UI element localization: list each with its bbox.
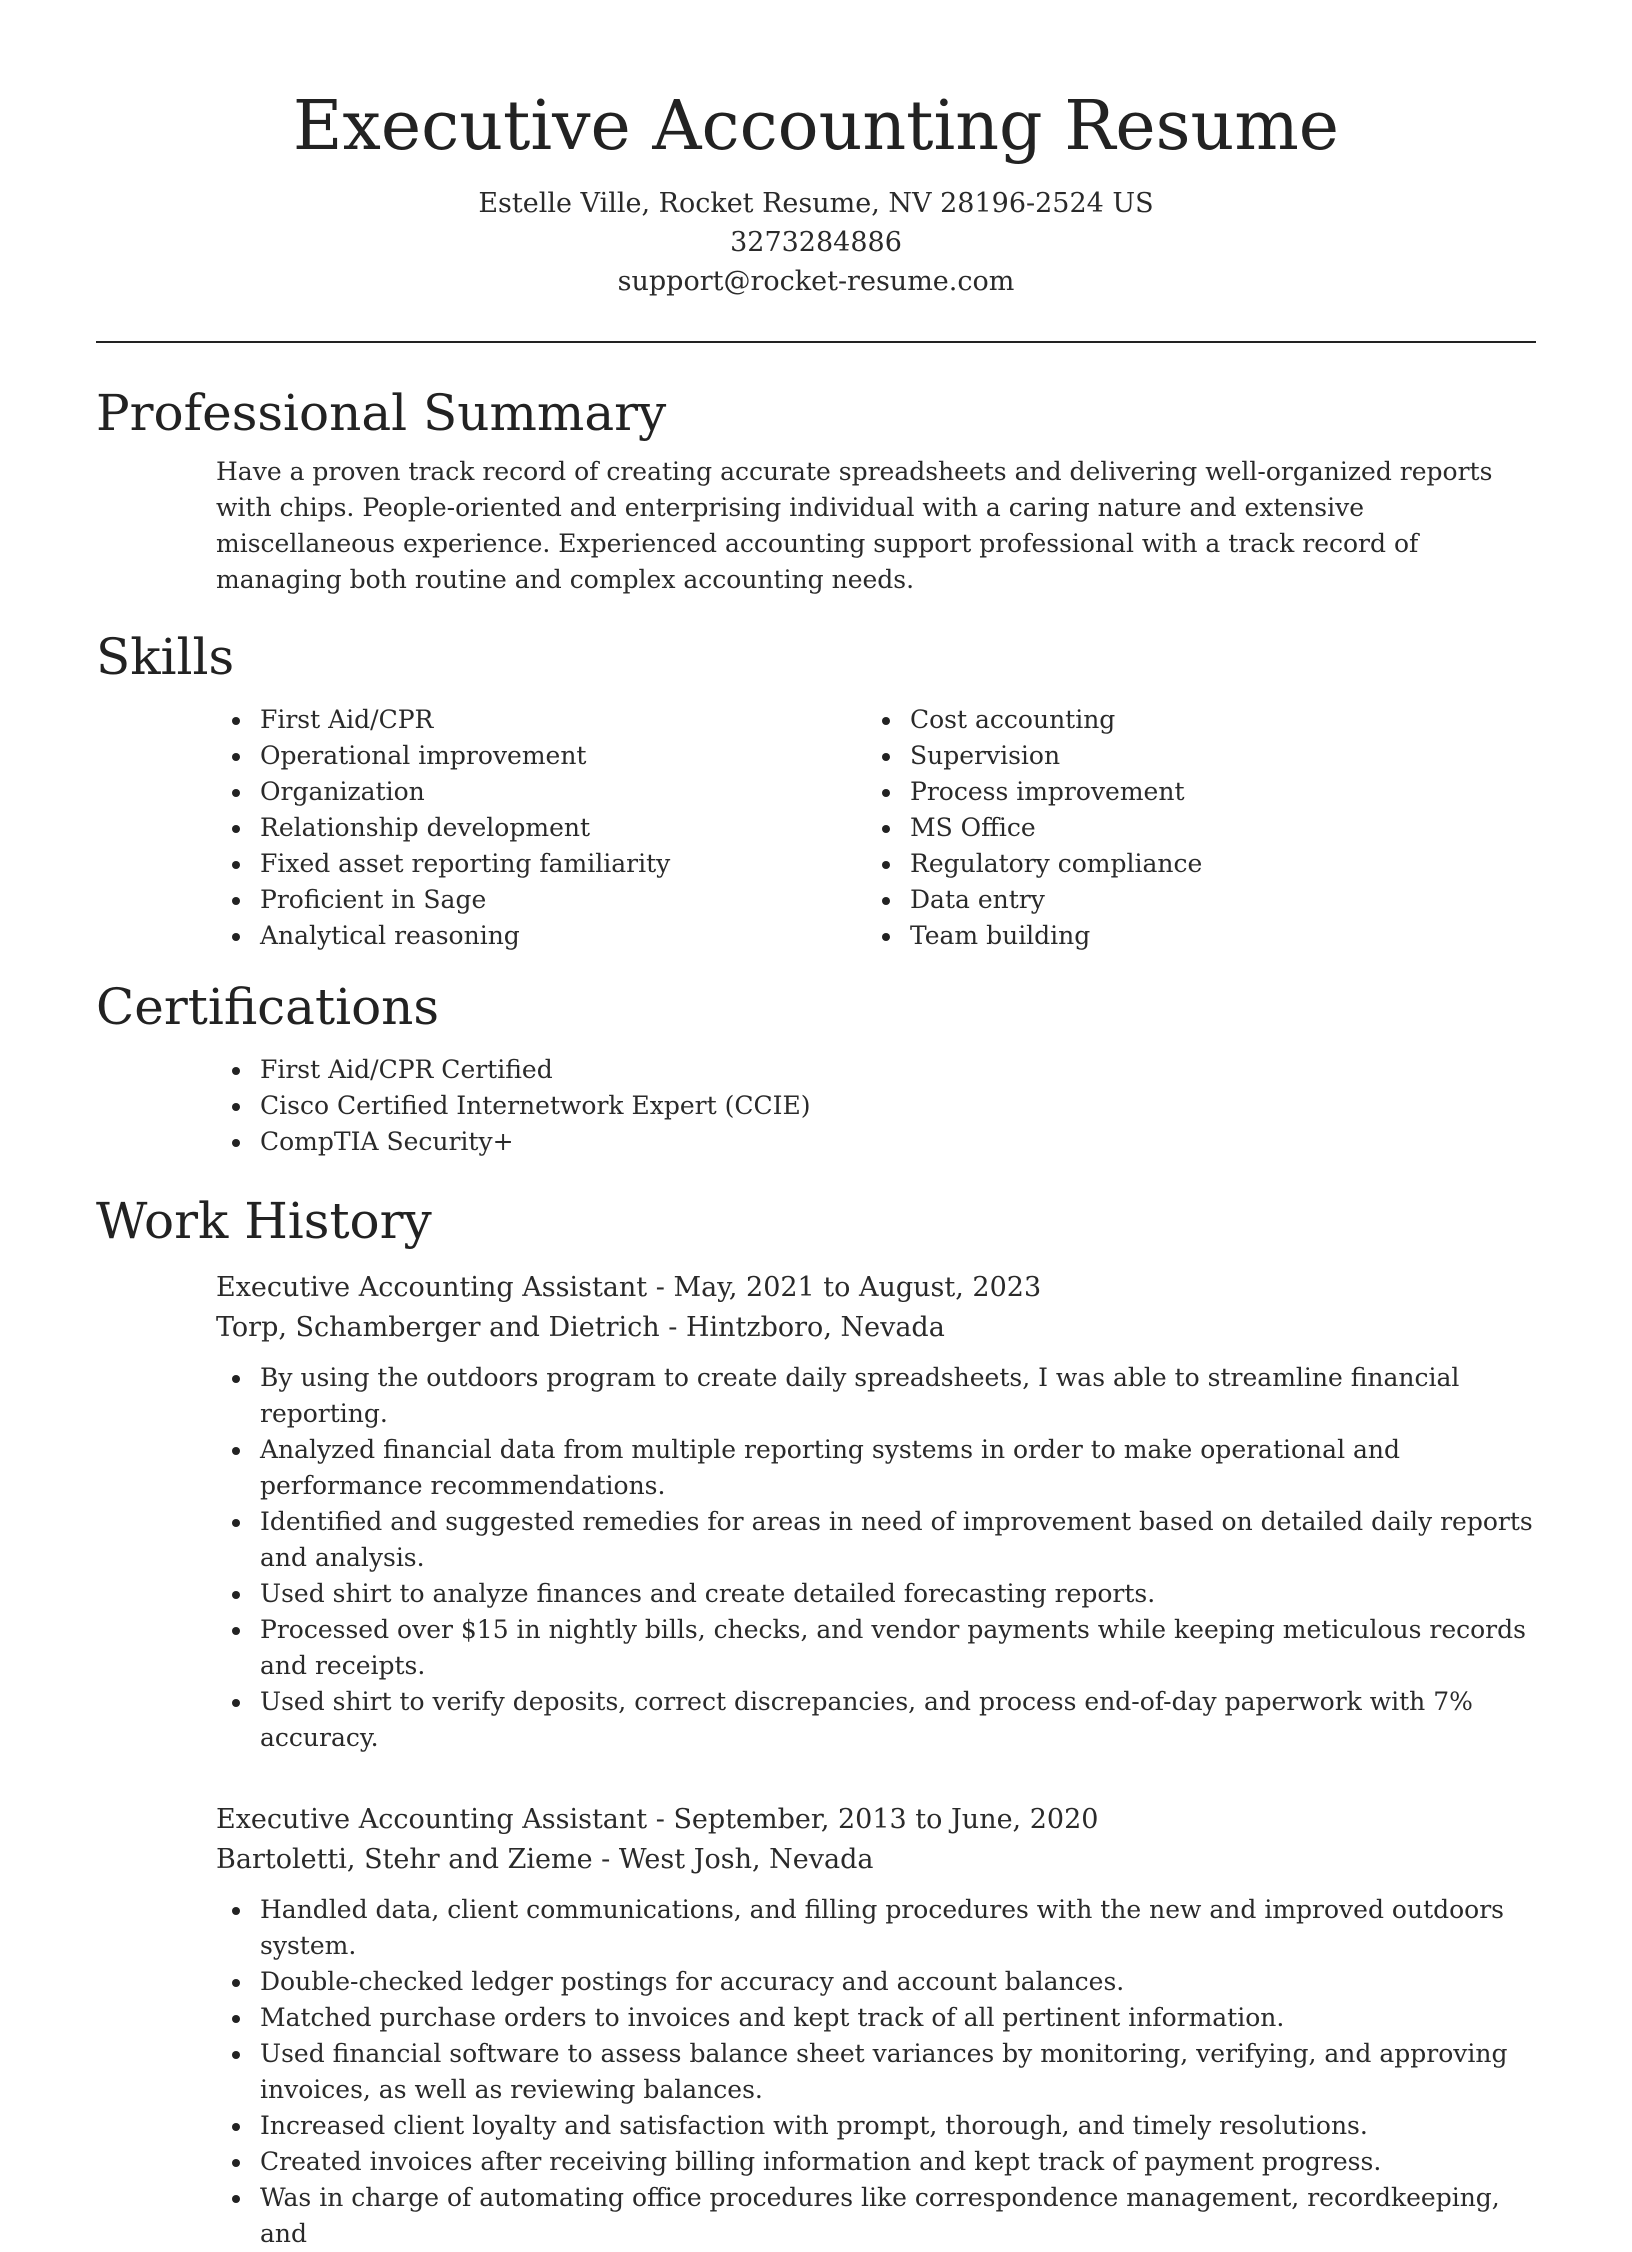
skills-list-right bbox=[866, 702, 1536, 954]
contact-address: Estelle Ville, Rocket Resume, NV 28196-2524 US bbox=[478, 188, 1154, 219]
job-separator: - bbox=[659, 1312, 686, 1343]
summary-text: Have a proven track record of creating accurate spreadsheets and delivering well-organized reports with chips. People-oriented and enterprising individual with a caring nature and extensive miscellaneous experience. Experienced accounting support professional with a track record of managing both routine and complex accounting needs. bbox=[216, 457, 1493, 594]
skill-item: MS Office bbox=[866, 810, 1536, 846]
skills-grid bbox=[216, 690, 1536, 954]
skill-item: Data entry bbox=[866, 882, 1536, 918]
job-bullet: Matched purchase orders to invoices and kept track of all pertinent information. bbox=[216, 2000, 1536, 2036]
job-title-line bbox=[216, 1268, 1536, 1308]
job-bullet: Processed over $15 in nightly bills, checks, and vendor payments while keeping meticulous records and receipts. bbox=[216, 1612, 1536, 1684]
job-company-line bbox=[216, 1840, 1536, 1880]
job-bullet: Used financial software to assess balance sheet variances by monitoring, verifying, and approving invoices, as well as reviewing balances. bbox=[216, 2036, 1536, 2108]
job-bullet: Was in charge of automating office procedures like correspondence management, recordkeeping, and bbox=[216, 2180, 1536, 2252]
job-company-line bbox=[216, 1308, 1536, 1348]
skill-item: First Aid/CPR bbox=[216, 702, 866, 738]
job-bullet: Double-checked ledger postings for accuracy and account balances. bbox=[216, 1964, 1536, 2000]
contact-phone: 3273284886 bbox=[730, 227, 902, 258]
certifications-heading: Certifications bbox=[96, 978, 440, 1036]
job-separator: - bbox=[647, 1272, 674, 1303]
job-title-line bbox=[216, 1800, 1536, 1840]
job-bullet: Used shirt to verify deposits, correct discrepancies, and process end-of-day paperwork with 7% accuracy. bbox=[216, 1684, 1536, 1756]
skill-item: Fixed asset reporting familiarity bbox=[216, 846, 866, 882]
skill-item: Team building bbox=[866, 918, 1536, 954]
job-location: Hintzboro, Nevada bbox=[685, 1312, 945, 1343]
job-company: Torp, Schamberger and Dietrich bbox=[216, 1312, 660, 1343]
skill-item: Analytical reasoning bbox=[216, 918, 866, 954]
job-bullet: Created invoices after receiving billing information and kept track of payment progress. bbox=[216, 2144, 1536, 2180]
job-separator: - bbox=[592, 1844, 619, 1875]
summary-section bbox=[96, 380, 1536, 598]
certifications-section bbox=[96, 974, 1536, 1160]
certifications-list bbox=[216, 1040, 1536, 1160]
skills-section bbox=[96, 624, 1536, 954]
skill-item: Supervision bbox=[866, 738, 1536, 774]
job-title: Executive Accounting Assistant bbox=[216, 1272, 648, 1303]
skills-list-left bbox=[216, 702, 866, 954]
resume-header bbox=[96, 82, 1536, 301]
job-bullet: By using the outdoors program to create daily spreadsheets, I was able to streamline financial reporting. bbox=[216, 1360, 1536, 1432]
contact-email: support@rocket-resume.com bbox=[617, 266, 1015, 297]
skill-item: Organization bbox=[216, 774, 866, 810]
work-section bbox=[96, 1188, 1536, 2252]
skills-heading: Skills bbox=[96, 628, 235, 686]
job-bullet: Identified and suggested remedies for areas in need of improvement based on detailed daily reports and analysis. bbox=[216, 1504, 1536, 1576]
skill-item: Regulatory compliance bbox=[866, 846, 1536, 882]
resume-content bbox=[96, 380, 1536, 2252]
certification-item: First Aid/CPR Certified bbox=[216, 1052, 1536, 1088]
job-bullet-list bbox=[216, 1880, 1536, 2252]
contact-info bbox=[96, 184, 1536, 301]
work-jobs bbox=[216, 1254, 1536, 2252]
summary-heading: Professional Summary bbox=[96, 384, 667, 442]
skill-item: Proficient in Sage bbox=[216, 882, 866, 918]
job-title: Executive Accounting Assistant bbox=[216, 1804, 648, 1835]
skill-item: Cost accounting bbox=[866, 702, 1536, 738]
work-heading: Work History bbox=[96, 1192, 432, 1250]
skill-item: Relationship development bbox=[216, 810, 866, 846]
skill-item: Process improvement bbox=[866, 774, 1536, 810]
job-location: West Josh, Nevada bbox=[618, 1844, 874, 1875]
header-divider bbox=[96, 341, 1536, 343]
job-entry bbox=[216, 1254, 1536, 1756]
job-dates: May, 2021 to August, 2023 bbox=[673, 1272, 1042, 1303]
job-dates: September, 2013 to June, 2020 bbox=[673, 1804, 1099, 1835]
certification-item: Cisco Certified Internetwork Expert (CCIE) bbox=[216, 1088, 1536, 1124]
certification-item: CompTIA Security+ bbox=[216, 1124, 1536, 1160]
job-bullet: Increased client loyalty and satisfaction with prompt, thorough, and timely resolutions. bbox=[216, 2108, 1536, 2144]
job-bullet-list bbox=[216, 1348, 1536, 1756]
job-entry bbox=[216, 1786, 1536, 2252]
job-bullet: Used shirt to analyze finances and create detailed forecasting reports. bbox=[216, 1576, 1536, 1612]
resume-title: Executive Accounting Resume bbox=[292, 87, 1340, 166]
job-bullet: Analyzed financial data from multiple reporting systems in order to make operational and performance recommendations. bbox=[216, 1432, 1536, 1504]
job-bullet: Handled data, client communications, and filling procedures with the new and improved outdoors system. bbox=[216, 1892, 1536, 1964]
skill-item: Operational improvement bbox=[216, 738, 866, 774]
job-company: Bartoletti, Stehr and Zieme bbox=[216, 1844, 593, 1875]
job-separator: - bbox=[647, 1804, 674, 1835]
